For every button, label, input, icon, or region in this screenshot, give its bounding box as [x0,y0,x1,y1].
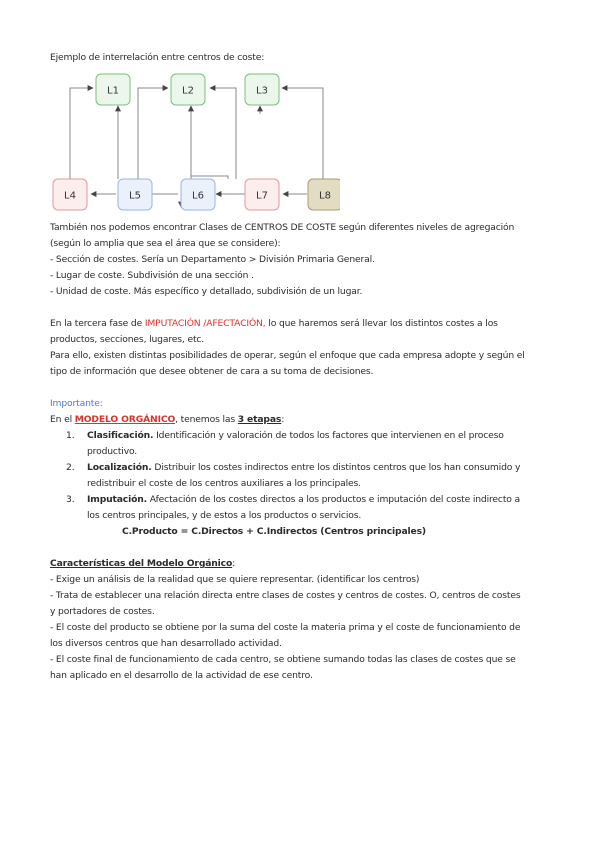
step-term: Imputación. [87,494,147,505]
paragraph-line: productos, secciones, lugares, etc. [50,334,205,345]
formula: C.Producto = C.Directos + C.Indirectos (Centros principales) [122,526,426,537]
step-term: Clasificación. [87,430,154,441]
importante-line: En el MODELO ORGÁNICO, tenemos las 3 etapas: [50,414,285,425]
paragraph-line: En la tercera fase de IMPUTACIÓN /AFECTACIÓN, lo que haremos será llevar los distintos costes a los [50,318,498,329]
diagram-nodes [53,74,340,210]
paragraph-line: - Lugar de coste. Subdivisión de una sección . [50,270,254,281]
paragraph-line: - El coste final de funcionamiento de cada centro, se obtiene sumando todas las clases de costes que se [50,654,516,665]
node-label: L1 [107,85,119,97]
connector-l8-l3 [282,88,323,179]
imputacion-highlight: IMPUTACIÓN /AFECTACIÓN, [144,318,266,329]
node-label: L7 [256,190,268,202]
paragraph-line: - Sección de costes. Sería un Departamento > División Primaria General. [50,254,375,265]
step-term: Localización. [87,462,152,473]
node-l2 [171,74,205,105]
node-label: L3 [256,85,268,97]
node-l1 [96,74,130,105]
connector-l7-l2 [210,88,236,179]
paragraph-line: - Unidad de coste. Más específico y detallado, subdivisión de un lugar. [50,286,363,297]
paragraph-line: tipo de información que desee obtener de cara a su toma de decisiones. [50,366,374,377]
diagram-intro: Ejemplo de interrelación entre centros de coste: [50,52,265,63]
paragraph-line: Para ello, existen distintas posibilidades de operar, según el enfoque que cada empresa adopte y según el [50,350,525,361]
paragraph-line: han aplicado en el desarrollo de la actividad de ese centro. [50,670,313,681]
node-label: L5 [129,190,141,202]
connector-l4-l1 [70,88,93,179]
paragraph-line: los diversos centros que han desarrollado actividad. [50,638,282,649]
paragraph-line: - Trata de establecer una relación directa entre clases de costes y centros de costes. O, centros de costes [50,590,521,601]
node-l4 [53,179,87,210]
paragraph-line: También nos podemos encontrar Clases de CENTROS DE COSTE según diferentes niveles de agregación [50,222,515,233]
node-label: L8 [319,190,331,202]
caracteristicas-heading: Características del Modelo Orgánico: [50,558,236,569]
node-l5 [118,179,152,210]
node-l6 [181,179,215,210]
paragraph-line: - El coste del producto se obtiene por la suma del coste la materia prima y el coste de funcionamiento de [50,622,521,633]
paragraph-line: - Exige un análisis de la realidad que se quiere representar. (identificar los centros) [50,574,420,585]
node-label: L2 [182,85,194,97]
paragraph-line: (según lo amplia que sea el área que se considere): [50,238,281,249]
importante-heading: Importante: [50,398,103,409]
connector-l5-l2 [138,88,168,179]
etapas-label: 3 etapas [237,414,282,425]
node-l3 [245,74,279,105]
node-l8 [308,179,340,210]
paragraph-line: y portadores de costes. [50,606,155,617]
node-l7 [245,179,279,210]
node-label: L6 [192,190,204,202]
modelo-organico-label: MODELO ORGÁNICO [74,414,176,425]
cost-center-diagram [40,66,340,218]
node-label: L4 [64,190,76,202]
